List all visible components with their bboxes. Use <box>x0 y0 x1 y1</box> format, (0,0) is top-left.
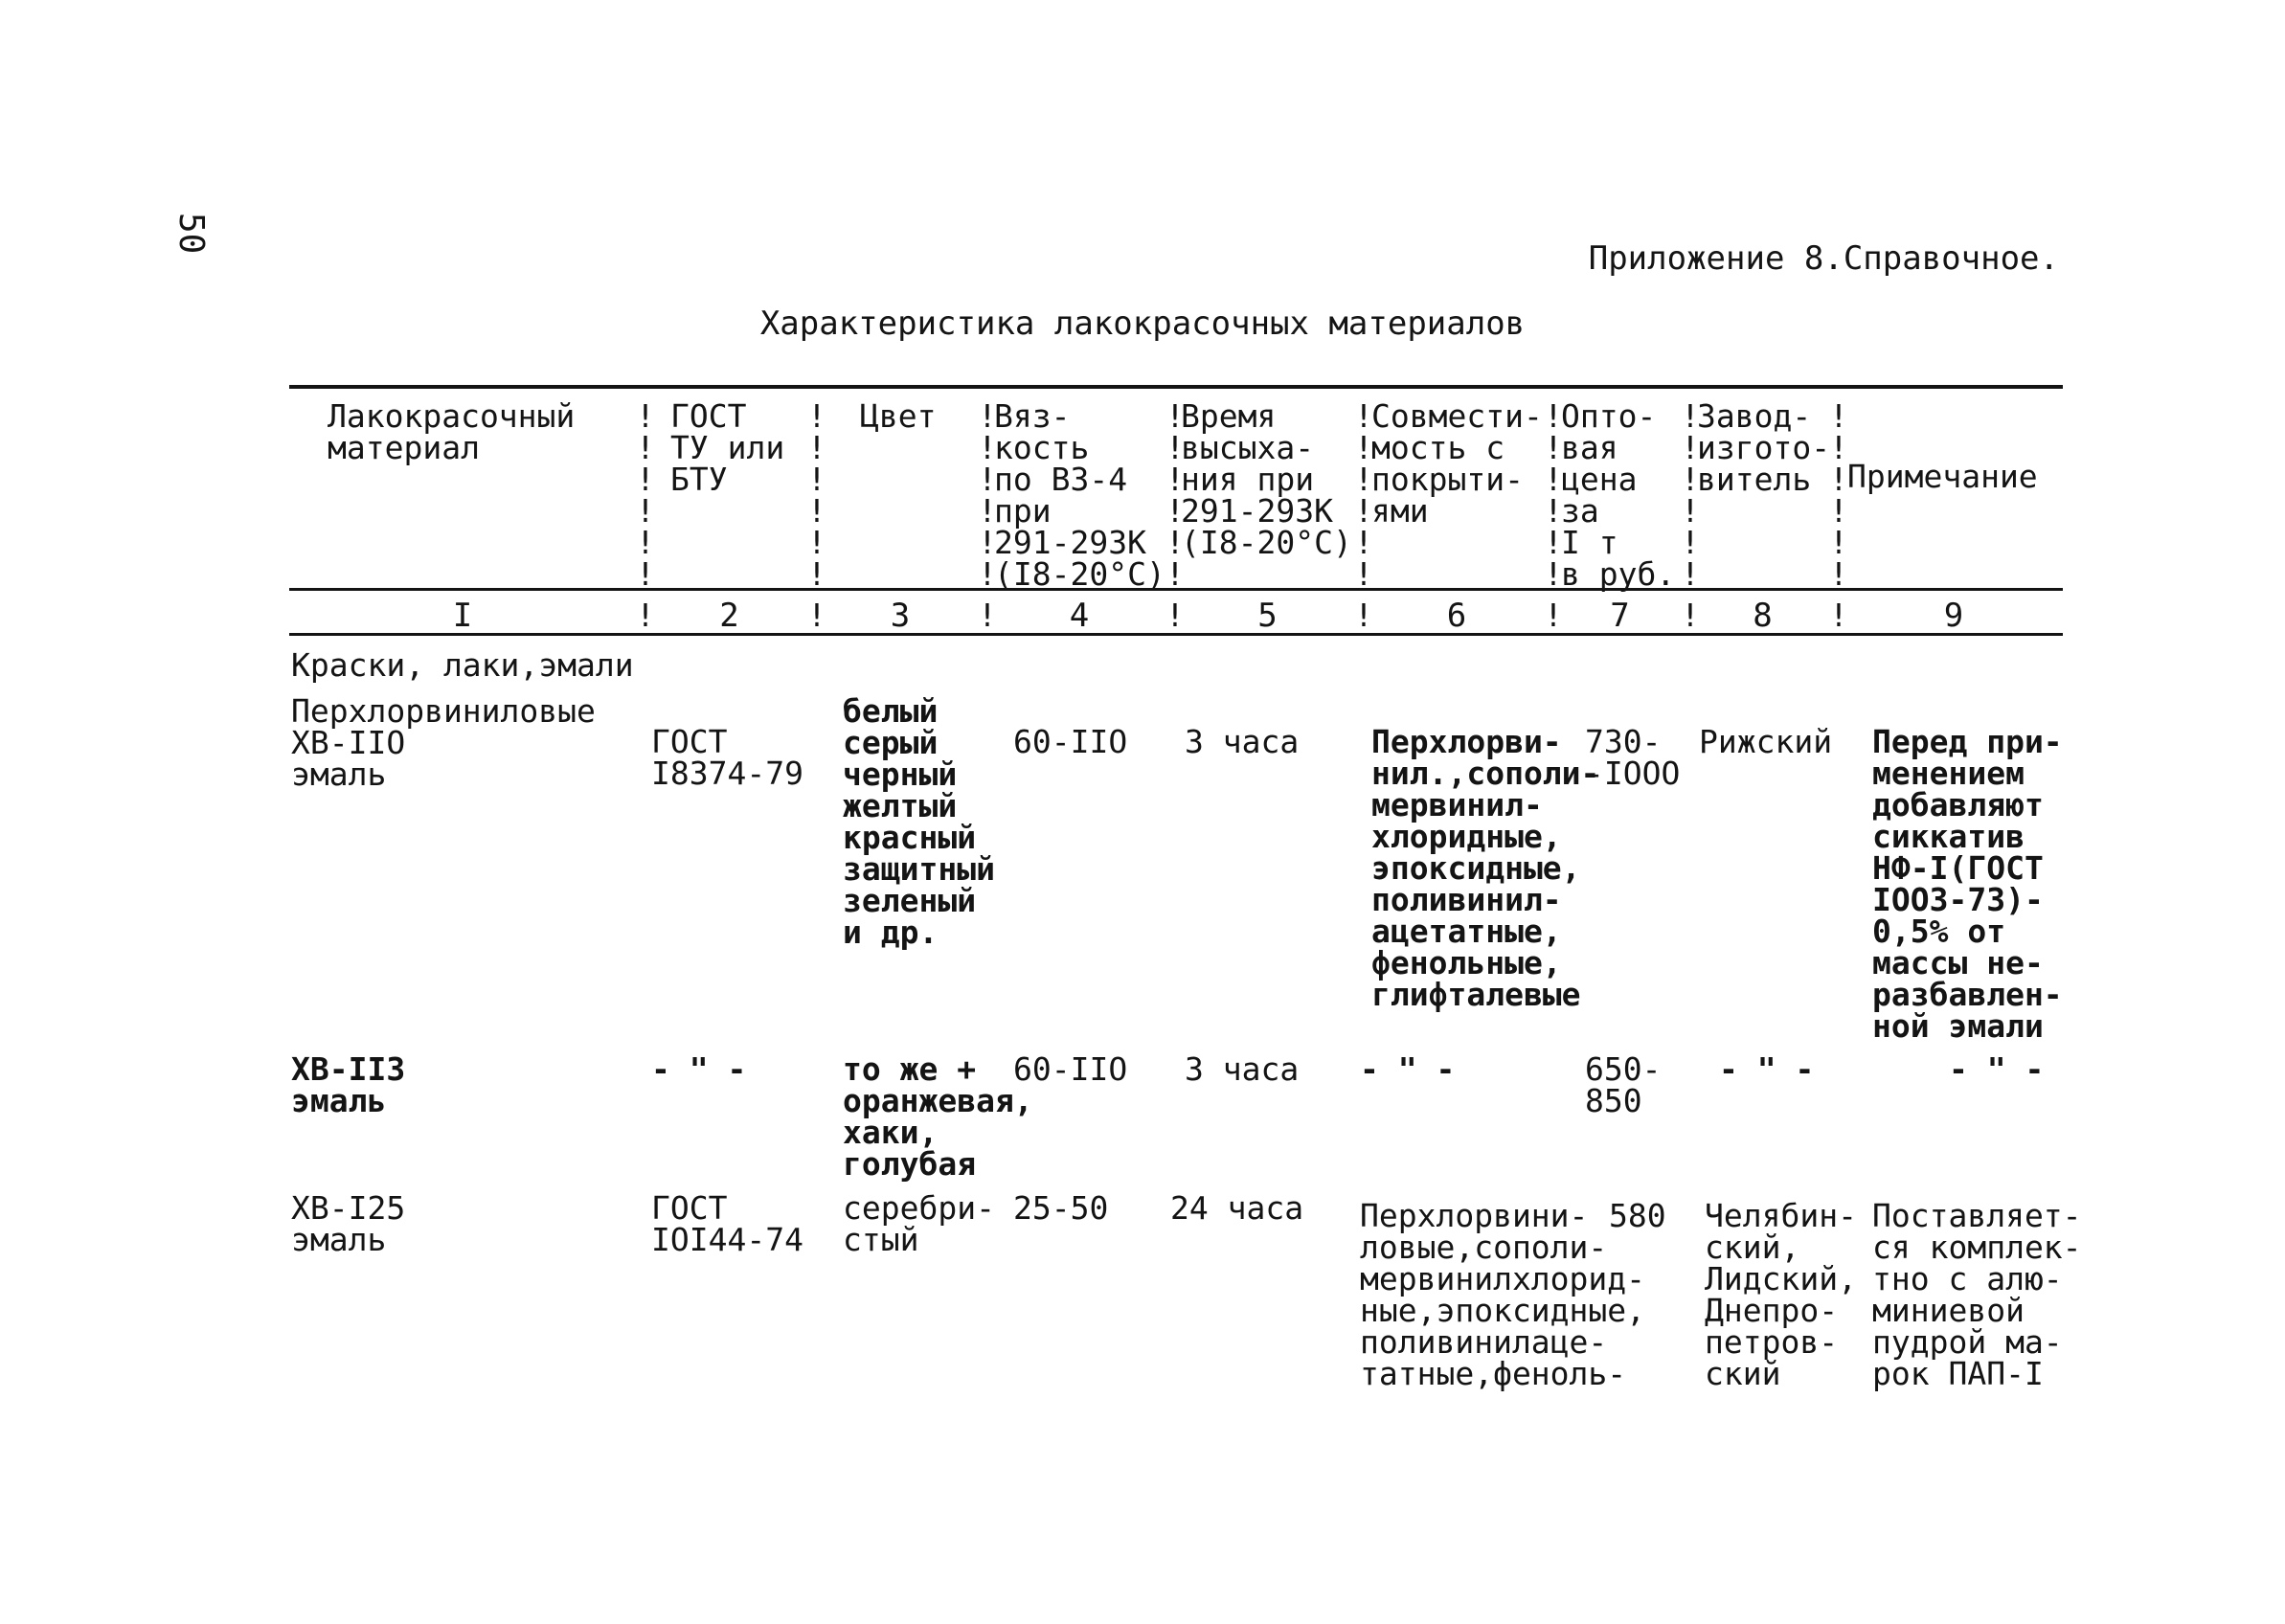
table-title: Характеристика лакокрасочных материалов <box>759 304 1526 343</box>
column-number: I <box>452 597 473 635</box>
column-number: 6 <box>1446 597 1467 635</box>
cell-material: ХВ-II3 эмаль <box>291 1050 406 1119</box>
header-price: Опто- вая цена за I т в руб. <box>1561 397 1676 593</box>
numbering-separator: ! <box>807 597 826 634</box>
cell-material: Перхлорвиниловые ХВ-IIO эмаль <box>291 692 596 793</box>
column-number: 7 <box>1610 597 1630 635</box>
column-number: 3 <box>890 597 911 635</box>
numbering-separator: ! <box>1544 597 1563 634</box>
header-separator: ! ! ! ! ! ! <box>636 397 655 593</box>
column-number: 9 <box>1943 597 1964 635</box>
column-number: 8 <box>1753 597 1773 635</box>
cell-note: Перед при- менением добавляют сиккатив НФ-I(ГОСТ IOO3-73)- 0,5% от массы не- разбавлен- ной эмали <box>1872 723 2063 1045</box>
header-separator: ! ! ! ! ! ! <box>1165 397 1185 593</box>
cell-manufacturer: Рижский <box>1699 723 1833 760</box>
header-separator: ! ! ! ! ! ! <box>807 397 826 593</box>
section-heading: Краски, лаки,эмали <box>291 646 634 684</box>
column-number: 2 <box>719 597 739 635</box>
cell-manufacturer: - " - <box>1719 1050 1815 1088</box>
cell-viscosity: 60-IIO <box>1013 723 1128 760</box>
header-color: Цвет <box>860 397 937 435</box>
page-number: 50 <box>171 213 211 255</box>
cell-drying-time: 3 часа <box>1185 723 1300 760</box>
numbering-separator: ! <box>1829 597 1848 634</box>
header-separator: ! ! ! ! ! ! <box>1354 397 1373 593</box>
cell-price: 580 <box>1609 1197 1666 1234</box>
cell-color: белый серый черный желтый красный защитный зеленый и др. <box>843 692 995 951</box>
cell-color: то же + оранжевая, хаки, голубая <box>843 1050 1033 1183</box>
numbering-separator: ! <box>636 597 655 634</box>
cell-compatibility: Перхлорви- нил.,сополи- мервинил- хлоридные, эпоксидные, поливинил- ацетатные, фенольные, глифталевые <box>1371 723 1600 1013</box>
cell-price: 650- 850 <box>1585 1050 1662 1119</box>
column-number: 4 <box>1069 597 1090 635</box>
cell-price: 730- -IOOO <box>1585 723 1681 792</box>
cell-compatibility: - " - <box>1360 1050 1456 1088</box>
numbering-separator: ! <box>1354 597 1373 634</box>
table-top-rule <box>289 385 2063 389</box>
cell-drying-time: 24 часа <box>1170 1189 1304 1227</box>
cell-viscosity: 60-IIO <box>1013 1050 1128 1088</box>
cell-note: Поставляет- ся комплек- тно с алю- миниевой пудрой ма- рок ПАП-I <box>1872 1197 2082 1392</box>
cell-compatibility: Перхлорвини- ловые,сополи- мервинилхлорид- ные,эпоксидные, поливинилаце- татные,феноль- <box>1360 1197 1646 1392</box>
numbering-separator: ! <box>978 597 997 634</box>
header-separator: ! ! ! ! ! ! <box>1829 397 1848 593</box>
header-separator: ! ! ! ! ! ! <box>1544 397 1563 593</box>
cell-material: ХВ-I25 эмаль <box>291 1189 406 1258</box>
column-number: 5 <box>1257 597 1278 635</box>
numbering-separator: ! <box>1681 597 1700 634</box>
cell-note: - " - <box>1949 1050 2045 1088</box>
cell-gost: - " - <box>651 1050 747 1088</box>
cell-gost: ГОСТ I8374-79 <box>651 723 803 792</box>
header-viscosity: Вяз- кость по ВЗ-4 при 291-293К (I8-20°С) <box>994 397 1165 593</box>
header-gost: ГОСТ ТУ или БТУ <box>670 397 785 498</box>
cell-color: серебри- стый <box>843 1189 995 1258</box>
cell-drying-time: 3 часа <box>1185 1050 1300 1088</box>
header-manufacturer: Завод- изгото- витель <box>1697 397 1831 498</box>
header-separator: ! ! ! ! ! ! <box>1681 397 1700 593</box>
cell-manufacturer: Челябин- ский, Лидский, Днепро- петров- ский <box>1705 1197 1857 1392</box>
header-note: Примечание <box>1847 458 2038 495</box>
cell-viscosity: 25-50 <box>1013 1189 1109 1227</box>
header-separator: ! ! ! ! ! ! <box>978 397 997 593</box>
appendix-label: Приложение 8.Справочное. <box>1588 239 2059 278</box>
header-material: Лакокрасочный материал <box>328 397 576 466</box>
numbering-separator: ! <box>1165 597 1185 634</box>
cell-gost: ГОСТ IOI44-74 <box>651 1189 803 1258</box>
header-compatibility: Совмести- мость с покрыти- ями <box>1371 397 1543 530</box>
header-drying-time: Время высыха- ния при 291-293К (I8-20°С) <box>1181 397 1352 561</box>
